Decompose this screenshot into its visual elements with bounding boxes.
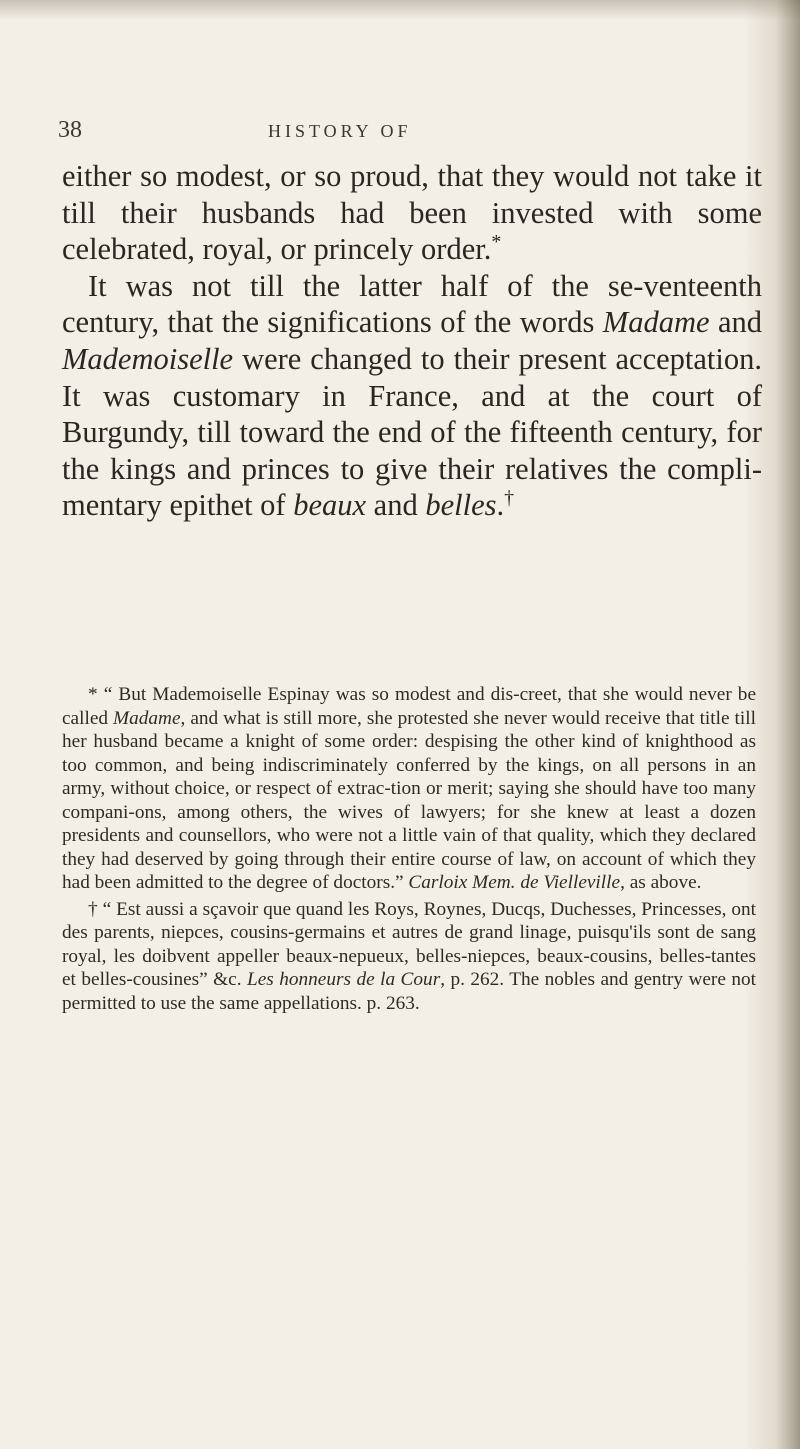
main-text [62,158,762,524]
footnote-2 [62,898,756,1016]
paragraph-2-text-a: It was not till the latter half of the se-venteenth century, that the significations of the words [62,268,762,340]
footnote-1-term-madame: Madame [113,707,181,729]
footnote-1-mark: * [88,684,104,705]
footnote-marker-dagger: † [504,487,515,510]
paragraph-1-text: either so modest, or so proud, that they would not take it till their husbands had been invested with some celebrated, royal, or princely order. [62,159,762,267]
footnote-1-text-c: , as above. [620,872,702,893]
footnote-2-citation: Les honneurs de la Cour [247,969,441,990]
footnote-1-citation: Carloix Mem. de Vielleville [408,872,621,893]
paragraph-1 [62,158,762,268]
term-madame: Madame [602,305,710,340]
footnote-1-text-b: , and what is still more, she protested she never would receive that title till her husband became a knight of some order: despising the other kind of knighthood as too common, and being indiscriminately conferred by the kings, on all persons in an army, without choice, or respect of extrac-tion or merit; saying she should have too many compani-ons, among others, the wives of lawyers; for she knew at least a dozen presidents and counsellors, who were not a little vain of that quality, which they declared they had deserved by going through their entire course of law, on account of which they had been admitted to the degree of doctors.” [62,707,756,893]
term-beaux: beaux [293,488,367,523]
footnote-2-mark: † [88,898,103,920]
page-number: 38 [58,117,82,143]
running-head-title: HISTORY OF [268,121,412,141]
paragraph-2-text-e: . [496,488,505,523]
paragraph-2-text-c: were changed to their present acceptation. It was customary in France, and at the court of Burgundy, till toward the end of the fifteenth century, for the kings and princes to give their relatives the compli-mentary epithet of [62,341,762,523]
footnotes [62,683,756,1015]
footnote-2-text-a: “ Est aussi a sçavoir que quand les Roys, Roynes, Ducqs, Duchesses, Princesses, ont des parents, niepces, cousins-germains et autres de grand linage, puisqu'ils sont de sang royal, les doibvent appeller beaux-nepueux, belles-niepces, beaux-cousins, belles-tantes et belles-cousines” &c. [62,898,756,990]
term-belles: belles [425,488,497,523]
footnote-marker-asterisk: * [491,231,502,254]
running-head [58,117,758,153]
footnote-2-text-b: , p. 262. The nobles and gentry were not permitted to use the same appellations. p. 263. [62,969,756,1014]
paragraph-2 [62,268,762,524]
term-mademoiselle: Mademoiselle [62,341,234,376]
footnote-1-text-a: “ But Mademoiselle Espinay was so modest and dis-creet, that she would never be called [62,684,757,729]
paragraph-2-text-b: and [709,305,762,340]
footnote-1 [62,683,756,895]
paragraph-2-text-d: and [366,488,426,523]
